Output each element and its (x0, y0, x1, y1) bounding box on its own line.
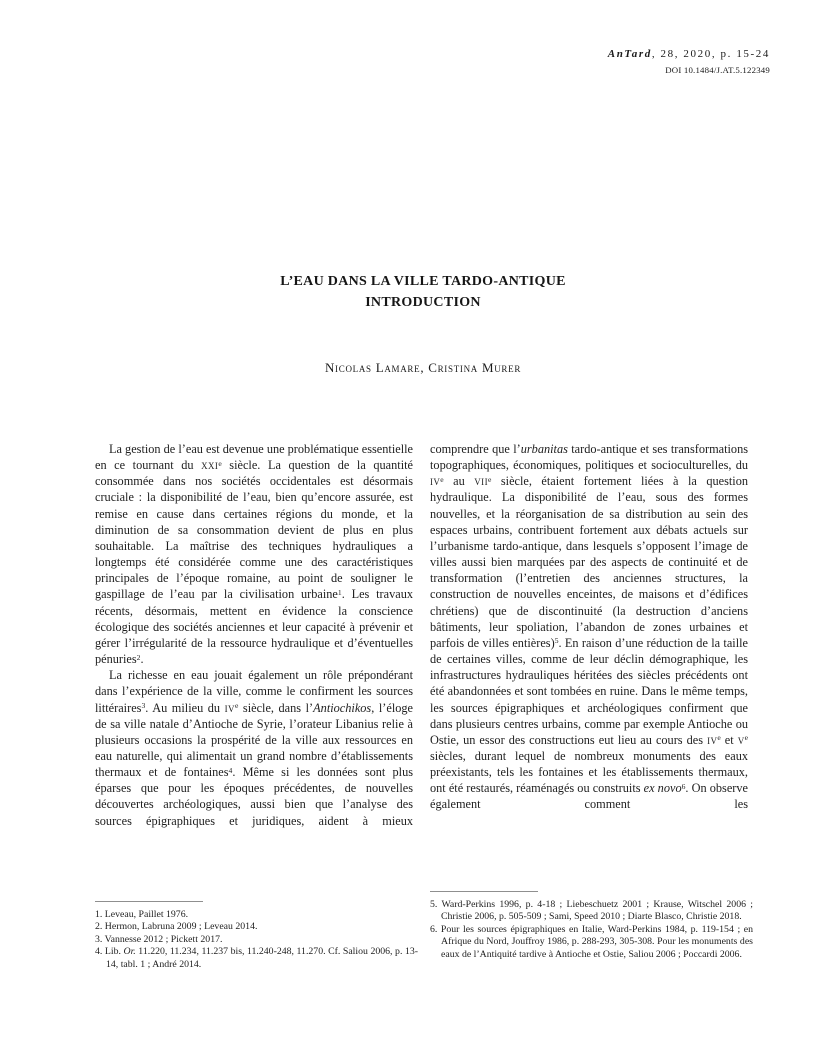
text-run: xxi (201, 458, 219, 473)
text-run: vii (474, 474, 488, 489)
superscript-text: e (744, 733, 748, 743)
text-run: 4. Lib. (95, 946, 124, 958)
footnote (430, 899, 753, 924)
footnote-rule-left (95, 901, 203, 902)
footnote (430, 924, 753, 961)
superscript-text: 1 (337, 587, 342, 597)
journal-citation (608, 48, 770, 60)
superscript-text: 3 (141, 701, 146, 711)
text-run: iv (707, 732, 718, 747)
text-run: urbanitas (520, 442, 568, 456)
superscript-text: e (487, 474, 492, 484)
text-run: ex novo (643, 781, 682, 796)
text-run: 6. Pour les sources épigraphiques en Italie, Ward-Perkins 1984, p. 119-154 ; en Afrique du Nord, Jouffroy 1986, p. 288-293, 305-308. Pour les monuments des eaux de l’Antiquité tardive à Antioche et Ostie, Saliou 2006 ; Poccardi 2006. (430, 923, 753, 960)
journal-name: AnTard (607, 48, 652, 60)
text-run: siècle, étaient fortement liées à la question hydraulique. La disponibilité de l’eau, sous des formes nouvelles, et la réorganisation de sa distribution au sein des espaces urbains, contribuent fortement aux débats actuels sur l’urbanisme tardo-antique, dans lesquels s’opposent l’image de villes aussi bien marquées par des aspects de continuité et de transformation (l’entretien des anciennes structures, la construction de nouvelles enceintes, de maisons et d’édifices chrétiens) que de discontinuité (la destruction d’anciens bâtiments, leur spoliation, l’abandon de zones urbaines et parfois de villes entières) (430, 474, 748, 650)
text-run: iv (224, 700, 235, 715)
journal-masthead (608, 48, 770, 75)
text-run: au (443, 474, 475, 489)
footnote (95, 909, 418, 921)
text-run: et (720, 732, 738, 747)
text-run: 1. Leveau, Paillet 1976. (95, 909, 189, 920)
superscript-text: e (234, 701, 239, 711)
text-run: tardo-antique et ses transformations topographiques, économiques, politiques et socioculturelles, du (430, 442, 749, 473)
superscript-text: e (440, 474, 444, 484)
text-run: Antiochikos (313, 700, 372, 715)
article-title-line2: INTRODUCTION (365, 294, 481, 310)
superscript-text: 5 (554, 636, 559, 646)
text-run: La gestion de l’eau est devenue une problématique essentielle en ce tournant du (95, 442, 413, 473)
text-run: . (140, 652, 144, 667)
paragraph (430, 441, 748, 813)
superscript-text: e (717, 733, 721, 743)
journal-issue-pages: , 28, 2020, p. 15-24 (651, 48, 770, 60)
paragraph (95, 441, 413, 667)
body-column-right (430, 441, 748, 813)
article-title-line1: L’EAU DANS LA VILLE TARDO-ANTIQUE (280, 274, 566, 289)
footnote (95, 921, 418, 933)
footnote (95, 946, 418, 971)
text-run: 3. Vannesse 2012 ; Pickett 2017. (95, 933, 223, 945)
text-run: iv (430, 474, 441, 489)
footnote-rule-right (430, 891, 538, 892)
text-run: Or. (123, 946, 136, 958)
superscript-text: 4 (228, 765, 233, 775)
text-run: . Même si les données sont plus éparses que pour les époques précédentes, de nouvelles découvertes archéologiques, aussi bien que l’analyse des sources épigraphiques et juridiques, aident à mieux (95, 765, 414, 828)
article-title (95, 272, 751, 313)
text-run: 11.220, 11.234, 11.237 bis, 11.240-248, 11.270. Cf. Saliou 2006, p. 13-14, tabl. 1 ; André 2014. (106, 946, 418, 970)
text-run: 5. Ward-Perkins 1996, p. 4-18 ; Liebeschuetz 2001 ; Krause, Witschel 2006 ; Christie 2006, p. 505-509 ; Sami, Speed 2010 ; Diarte Blasco, Christie 2018. (430, 899, 753, 923)
superscript-text: 6 (681, 781, 686, 791)
title-block (95, 272, 751, 376)
body-column-left (95, 441, 413, 829)
superscript-text: e (218, 458, 222, 468)
text-run: v (737, 732, 745, 747)
doi: DOI 10.1484/J.AT.5.122349 (665, 65, 770, 75)
text-run: . On observe également comment les (430, 781, 748, 812)
text-run: siècle. La question de la quantité consommée dans nos sociétés occidentales est désormais cruciale : la disponibilité de l’eau, bien qu’encore assurée, est remise en cause dans certaines régions du monde, et la diminution de sa consommation devient de plus en plus souhaitable. La maîtrise des techniques hydrauliques a longtemps été considérée comme une des caractéristiques principales de l’époque romaine, au point de souligner le gaspillage de l’eau par la civilisation urbaine (95, 458, 413, 602)
text-run: comprendre que l’ (430, 442, 521, 456)
superscript-text: 2 (136, 652, 141, 662)
footnotes-left (95, 909, 418, 971)
text-run: siècle, dans l’ (238, 700, 314, 715)
author-names: Nicolas Lamare, Cristina Murer (324, 360, 522, 375)
text-run: . En raison d’une réduction de la taille de certaines villes, comme de leur déclin démographique, les infrastructures hydrauliques héritées des siècles précédents ont été abandonnées et sont tombées en ruine. Dans le même temps, les sources épigraphiques et archéologiques confirment que dans plusieurs centres urbains, comme par exemple Antioche ou Ostie, un essor des constructions eut lieu au cours des (430, 635, 748, 747)
text-run: siècles, durant lequel de nombreux monuments des eaux préexistants, tels les fontaines et les établissements thermaux, ont été restaurés, réaménagés ou construits (430, 748, 748, 796)
text-run: , l’éloge de sa ville natale d’Antioche de Syrie, l’orateur Libanius relie à plusieurs occasions la prospérité de la ville aux ressources en eau naturelle, qui alimentait un grand nombre d’établissements thermaux et de fontaines (95, 700, 413, 780)
text-run: 2. Hermon, Labruna 2009 ; Leveau 2014. (95, 921, 258, 933)
text-run: . Au milieu du (145, 700, 225, 715)
footnotes-right (430, 899, 753, 961)
footnote (95, 934, 418, 946)
paragraph (95, 667, 413, 829)
text-run: . Les travaux récents, désormais, mettent en évidence la conscience écologique des sociétés anciennes et leur capacité à prévenir et gérer l’irrégularité de la ressource hydraulique et d’éventuelles pénuries (95, 587, 413, 667)
text-run: La richesse en eau jouait également un rôle prépondérant dans l’expérience de la ville, comme le confirment les sources littéraires (95, 668, 413, 715)
